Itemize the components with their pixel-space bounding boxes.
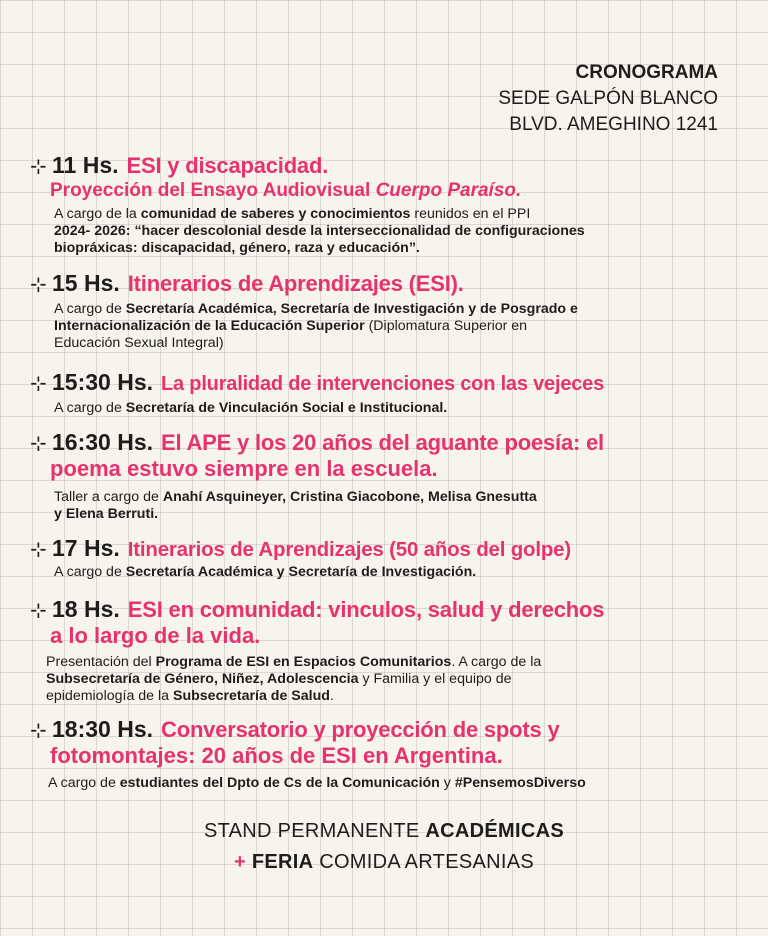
event-time: 17 Hs. [52, 535, 120, 561]
desc-bold: #PensemosDiverso [454, 775, 586, 791]
desc-text: Educación Sexual Integral) [54, 335, 224, 351]
event-time: 11 Hs. [52, 152, 119, 178]
event-15hs [30, 270, 730, 352]
event-11hs [30, 152, 730, 257]
subtitle-work-title: Cuerpo Paraíso. [375, 180, 522, 201]
desc-bold: estudiantes del Dpto de Cs de la Comunicación [119, 775, 440, 791]
footer-text: COMIDA ARTESANIAS [313, 851, 534, 873]
event-description [30, 775, 730, 792]
footer-text: STAND PERMANENTE [204, 820, 426, 842]
desc-text: A cargo de [54, 301, 126, 317]
desc-bold: Secretaría de Vinculación Social e Institucional. [125, 400, 448, 416]
event-title-continued: a lo largo de la vida. [50, 623, 261, 648]
event-description [30, 489, 730, 523]
desc-bold: comunidad de saberes y conocimientos [140, 206, 411, 222]
sparkle-icon: ⊹ [30, 156, 47, 178]
header-title: CRONOGRAMA [575, 62, 718, 83]
desc-text: Presentación del [46, 654, 156, 670]
event-description [30, 654, 730, 705]
desc-text: . A cargo de la [451, 654, 542, 670]
footer-feria [0, 851, 768, 874]
desc-text: A cargo de la [54, 206, 141, 222]
plus-icon: + [234, 851, 246, 873]
event-title: Itinerarios de Aprendizajes (50 años del golpe) [127, 538, 571, 561]
event-time: 18:30 Hs. [52, 716, 154, 742]
sparkle-icon: ⊹ [30, 373, 47, 395]
desc-bold: Anahí Asquineyer, Cristina Giacobone, Melisa Gnesutta [162, 489, 537, 505]
event-1630hs [30, 429, 730, 523]
event-18hs [30, 596, 730, 705]
desc-bold: Secretaría Académica y Secretaría de Investigación. [125, 564, 477, 580]
header-address: BLVD. AMEGHINO 1241 [509, 114, 718, 135]
desc-bold: Programa de ESI en Espacios Comunitarios [155, 654, 452, 670]
desc-text: (Diplomatura Superior en [364, 318, 528, 334]
event-title: El APE y los 20 años del aguante poesía: el [161, 430, 604, 455]
event-title: La pluralidad de intervenciones con las vejeces [161, 373, 605, 395]
event-description [30, 301, 730, 352]
event-time: 15 Hs. [52, 270, 120, 296]
event-description [30, 564, 730, 581]
event-title-continued: fotomontajes: 20 años de ESI en Argentina. [50, 743, 503, 768]
footer-bold: ACADÉMICAS [425, 820, 564, 842]
event-title-continued: poema estuvo siempre en la escuela. [50, 456, 438, 481]
desc-text: A cargo de [54, 400, 126, 416]
desc-text: A cargo de [54, 564, 126, 580]
subtitle-text: Proyección del Ensayo Audiovisual [50, 180, 371, 201]
desc-bold: Secretaría Académica, Secretaría de Investigación y de Posgrado e [125, 301, 578, 317]
desc-bold: Subsecretaría de Salud [173, 688, 330, 704]
event-time: 15:30 Hs. [52, 369, 154, 395]
event-title: Conversatorio y proyección de spots y [161, 717, 560, 742]
event-description [30, 206, 730, 257]
event-time: 16:30 Hs. [52, 429, 154, 455]
desc-text: A cargo de [48, 775, 120, 791]
header [498, 60, 718, 138]
event-time: 18 Hs. [52, 596, 120, 622]
event-title: Itinerarios de Aprendizajes (ESI). [127, 271, 464, 296]
desc-text: reunidos en el PPI [410, 206, 531, 222]
sparkle-icon: ⊹ [30, 539, 47, 561]
event-17hs [30, 535, 730, 581]
desc-bold: biopráxicas: discapacidad, género, raza y educación”. [54, 240, 420, 256]
desc-bold: Internacionalización de la Educación Superior [54, 318, 365, 334]
event-1530hs [30, 369, 730, 417]
sparkle-icon: ⊹ [30, 433, 47, 455]
sparkle-icon: ⊹ [30, 720, 47, 742]
desc-bold: Subsecretaría de Género, Niñez, Adolescencia [46, 671, 359, 687]
event-title: ESI en comunidad: vinculos, salud y derechos [127, 597, 605, 622]
footer-stand [0, 820, 768, 843]
desc-bold: y Elena Berruti. [54, 506, 159, 522]
desc-text: y [439, 775, 455, 791]
desc-text: Taller a cargo de [54, 489, 163, 505]
event-description [30, 400, 730, 417]
desc-bold: 2024- 2026: “hacer descolonial desde la interseccionalidad de configuraciones [54, 223, 585, 239]
event-subtitle [30, 179, 730, 203]
sparkle-icon: ⊹ [30, 600, 47, 622]
event-1830hs [30, 716, 730, 792]
sparkle-icon: ⊹ [30, 274, 47, 296]
desc-text: y Familia y el equipo de [358, 671, 512, 687]
footer-bold: FERIA [251, 851, 314, 873]
desc-text: . [329, 688, 334, 704]
desc-text: epidemiología de la [46, 688, 173, 704]
header-venue: SEDE GALPÓN BLANCO [498, 88, 718, 109]
event-title: ESI y discapacidad. [126, 153, 329, 178]
